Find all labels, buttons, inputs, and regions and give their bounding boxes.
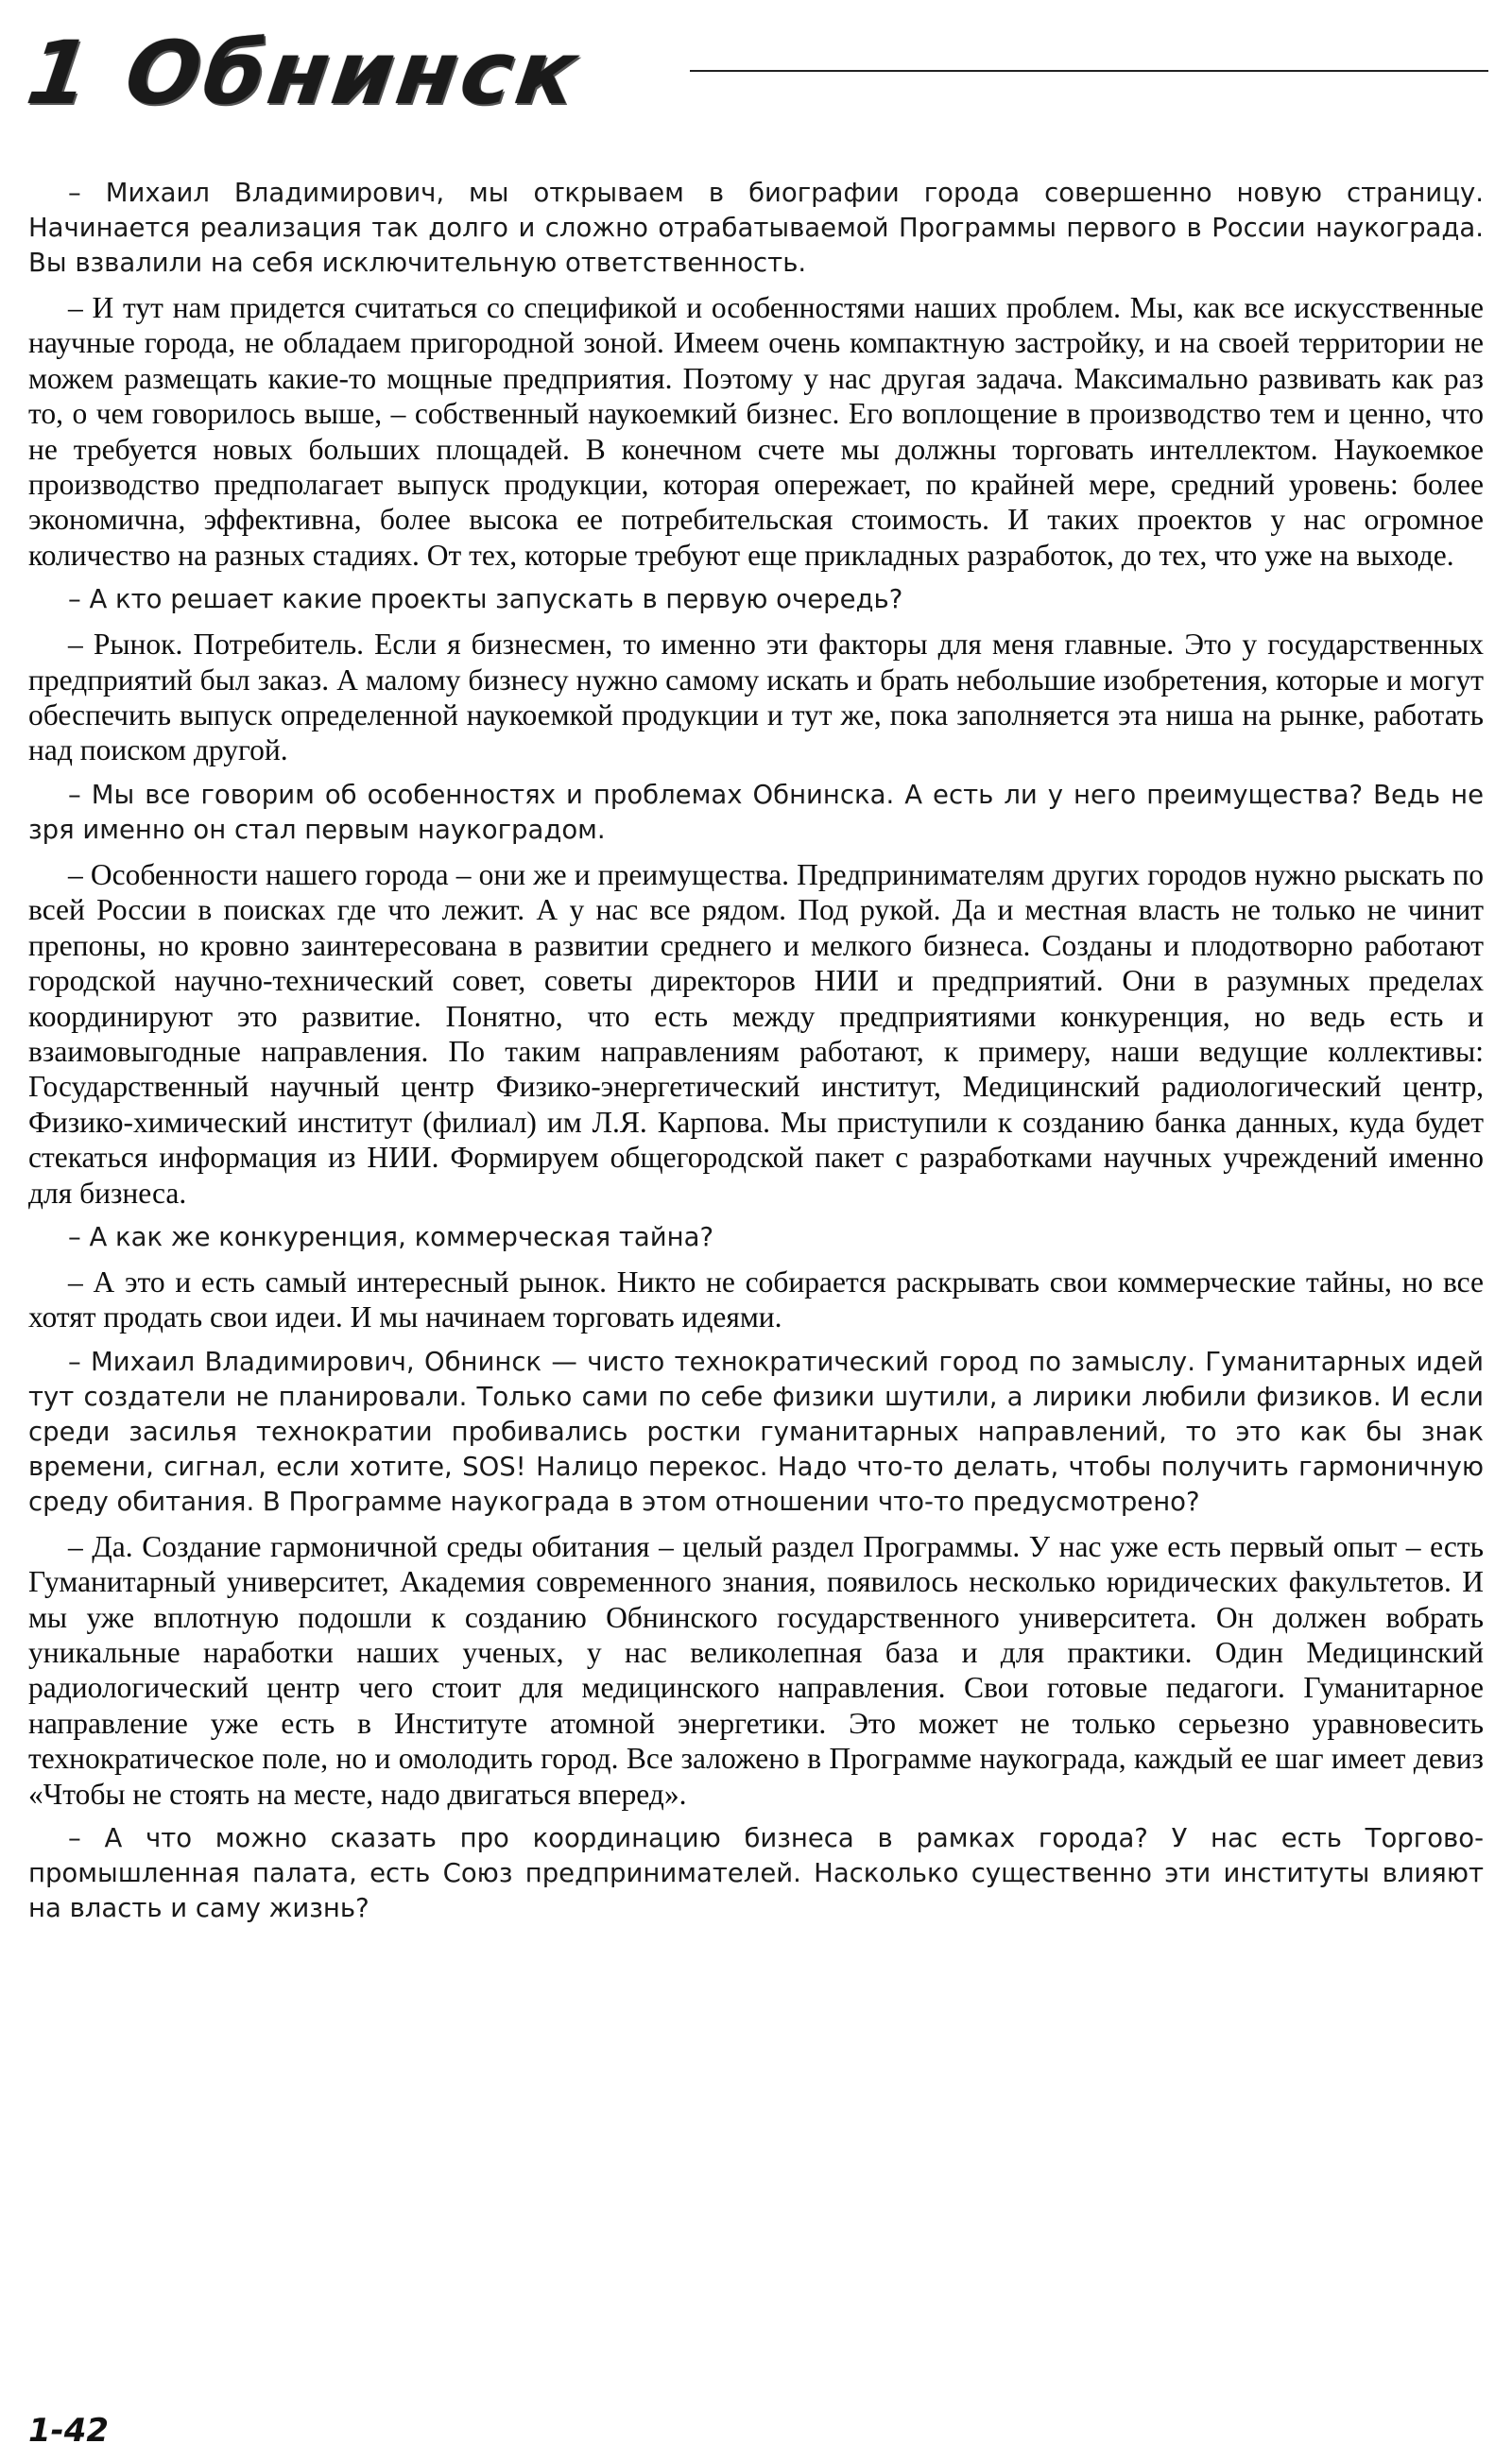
question-paragraph: – Мы все говорим об особенностях и проблемах Обнинска. А есть ли у него преимущества? Ведь не зря именно он стал первым наукоградом.: [28, 779, 1484, 845]
question-paragraph: – Михаил Владимирович, Обнинск — чисто технократический город по замыслу. Гуманитарных идей тут создатели не планировали. Только сами по себе физики шутили, а лирики любили физиков. И если среди засилья технократии пробивались ростки гуманитарных направлений, то это как бы знак времени, сигнал, если хотите, SOS! Налицо перекос. Надо что-то делать, чтобы получить гармоничную среду обитания. В Программе наукограда в этом отношении что-то предусмотрено?: [28, 1346, 1484, 1517]
question-paragraph: – Михаил Владимирович, мы открываем в биографии города совершенно новую страницу. Начинается реализация так долго и сложно отрабатываемой Программы первого в России наукограда. Вы взвалили на себя исключительную ответственность.: [28, 178, 1484, 278]
answer-paragraph: – И тут нам придется считаться со спецификой и особенностями наших проблем. Мы, как все искусственные научные города, не обладаем пригородной зоной. Имеем очень компактную застройку, и на своей территории не можем размещать какие-то мощные предприятия. Поэтому у нас другая задача. Максимально развивать как раз то, о чем говорилось выше, – собственный наукоемкий бизнес. Его воплощение в производство тем и ценно, что не требуется новых больших площадей. В конечном счете мы должны торговать интеллектом. Наукоемкое производство предполагает выпуск продукции, которая опережает, по крайней мере, средний уровень: более экономична, эффективна, более высока ее потребительская стоимость. И таких проектов у нас огромное количество на разных стадиях. От тех, которые требуют еще прикладных разработок, до тех, что уже на выходе.: [28, 291, 1484, 572]
answer-paragraph: – А это и есть самый интересный рынок. Никто не собирается раскрывать свои коммерческие тайны, но все хотят продать свои идеи. И мы начинаем торговать идеями.: [28, 1265, 1484, 1334]
title-rule: [690, 70, 1488, 72]
question-paragraph: – А как же конкуренция, коммерческая тайна?: [68, 1221, 714, 1252]
question-paragraph: – А что можно сказать про координацию бизнеса в рамках города? У нас есть Торгово-промышленная палата, есть Союз предпринимателей. Насколько существенно эти институты влияют на власть и саму жизнь?: [28, 1823, 1484, 1923]
page-header: [21, 23, 1488, 124]
question-paragraph: – А кто решает какие проекты запускать в первую очередь?: [68, 584, 903, 615]
section-title: 1 Обнинск: [21, 23, 587, 124]
answer-paragraph: – Рынок. Потребитель. Если я бизнесмен, то именно эти факторы для меня главные. Это у государственных предприятий был заказ. А малому бизнесу нужно самому искать и брать небольшие изобретения, которые и могут обеспечить выпуск определенной наукоемкой продукции и тут же, пока заполняется эта ниша на рынке, работать над поиском другой.: [28, 628, 1484, 767]
answer-paragraph: – Да. Создание гармоничной среды обитания – целый раздел Программы. У нас уже есть первый опыт – есть Гуманитарный университет, Академия современного знания, появилось несколько юридических факультетов. И мы уже вплотную подошли к созданию Обнинского государственного университета. Он должен вобрать уникальные наработки наших ученых, у нас великолепная база и для практики. Один Медицинский радиологический центр чего стоит для медицинского направления. Свои готовые педагоги. Гуманитарное направление уже есть в Институте атомной энергетики. Это может не только серьезно уравновесить технократическое поле, но и омолодить город. Все заложено в Программе наукограда, каждый ее шаг имеет девиз «Чтобы не стоять на месте, надо двигаться вперед».: [28, 1529, 1484, 1811]
page-number: 1-42: [28, 2412, 110, 2450]
interview-text: [28, 176, 1484, 1936]
answer-paragraph: – Особенности нашего города – они же и преимущества. Предпринимателям других городов нужно рыскать по всей России в поисках где что лежит. А у нас все рядом. Под рукой. Да и местная власть не только не чинит препоны, но кровно заинтересована в развитии среднего и мелкого бизнеса. Созданы и плодотворно работают городской научно-технический совет, советы директоров НИИ и предприятий. Они в разумных пределах координируют это развитие. Понятно, что есть между предприятиями конкуренция, но ведь есть и взаимовыгодные направления. По таким направлениям работают, к примеру, наши ведущие коллективы: Государственный научный центр Физико-энергетический институт, Медицинский радиологический центр, Физико-химический институт (филиал) им Л.Я. Карпова. Мы приступили к созданию банка данных, куда будет стекаться информация из НИИ. Формируем общегородской пакет с разработками научных учреждений именно для бизнеса.: [28, 857, 1484, 1210]
